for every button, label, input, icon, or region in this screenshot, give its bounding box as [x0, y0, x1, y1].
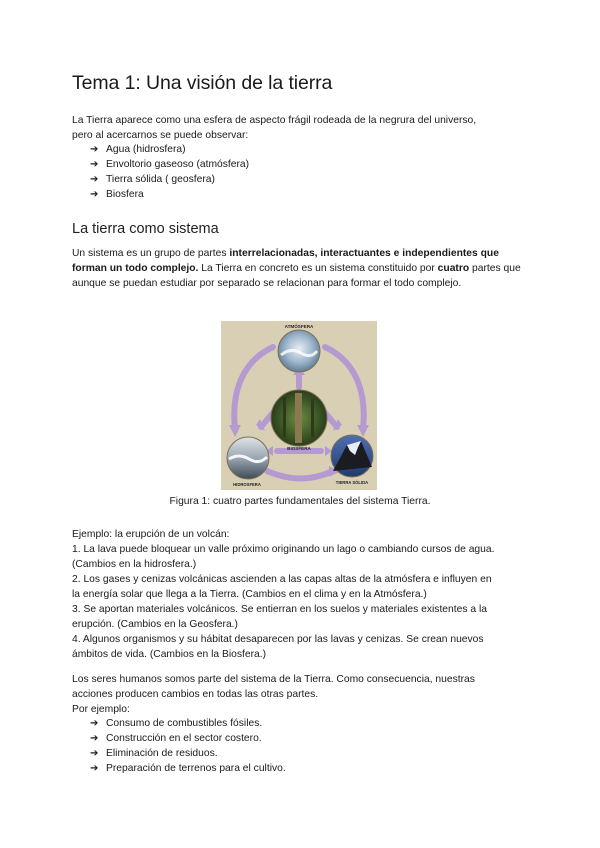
- intro-line-2: pero al acercarnos se puede observar:: [72, 130, 249, 141]
- earth-system-figure: [221, 321, 377, 490]
- section-heading: La tierra como sistema: [72, 221, 219, 237]
- label-geosphere: TIERRA SÓLIDA: [335, 480, 369, 485]
- right-arrow-icon: ➔: [90, 144, 99, 155]
- right-arrow-icon: ➔: [90, 189, 99, 200]
- right-arrow-icon: ➔: [90, 733, 99, 744]
- example-paragraph: Ejemplo: la erupción de un volcán: 1. La lava puede bloquear un valle próximo originando un lago o cambiando cursos de agua. (Cambios en la hidrosfera.) 2. Los gases y cenizas volcánicas ascienden a las capas altas de la atmósfera e influyen en la energía solar que llega a la Tierra. (Cambios en el clima y en la Atmósfera.) 3. Se aportan materiales volcánicos. Se entierran en los suelos y materiales existentes a la erupción. (Cambios en la Geosfera.) 4. Algunos organismos y su hábitat desaparecen por las lavas y cenizas. Se crean nuevos ámbitos de vida. (Cambios en la Biosfera.): [72, 529, 495, 660]
- page-title: Tema 1: Una visión de la tierra: [72, 72, 333, 94]
- humans-list: [90, 716, 286, 776]
- intro-line-1: La Tierra aparece como una esfera de aspecto frágil rodeada de la negrura del universo,: [72, 115, 477, 126]
- intro-list: [90, 142, 249, 202]
- label-atmosphere: ATMÓSFERA: [284, 324, 314, 329]
- bold-definition: interrelacionadas, interactuantes e independientes que forman un todo complejo.: [72, 248, 499, 274]
- right-arrow-icon: ➔: [90, 763, 99, 774]
- list-item: ➔ Envoltorio gaseoso (atmósfera): [90, 159, 250, 170]
- list-item: ➔ Construcción en el sector costero.: [90, 733, 262, 744]
- list-item: ➔ Tierra sólida ( geosfera): [90, 174, 215, 185]
- list-item: ➔ Eliminación de residuos.: [90, 748, 218, 759]
- label-biosphere: BIOSFERA: [287, 446, 311, 451]
- bold-four: cuatro: [437, 263, 470, 274]
- right-arrow-icon: ➔: [90, 718, 99, 729]
- earth-system-diagram: [221, 321, 377, 490]
- list-item: ➔ Biosfera: [90, 189, 144, 200]
- right-arrow-icon: ➔: [90, 748, 99, 759]
- example-heading: Ejemplo: la erupción de un volcán:: [72, 529, 230, 540]
- intro-paragraph: [72, 113, 532, 143]
- system-paragraph: Un sistema es un grupo de partes interrelacionadas, interactuantes e independientes que forman un todo complejo. La Tierra en concreto es un sistema constituido por cuatro partes que aunque se puedan estudiar por separado se relacionan para formar el todo complejo.: [72, 248, 521, 289]
- label-hydrosphere: HIDROSFERA: [233, 482, 261, 487]
- humans-paragraph: Los seres humanos somos parte del sistema de la Tierra. Como consecuencia, nuestras acciones producen cambios en todas las otras partes. Por ejemplo:: [72, 674, 475, 715]
- list-item: ➔ Agua (hidrosfera): [90, 144, 186, 155]
- right-arrow-icon: ➔: [90, 174, 99, 185]
- list-item: ➔ Preparación de terrenos para el cultivo.: [90, 763, 286, 774]
- figure-caption: Figura 1: cuatro partes fundamentales del sistema Tierra.: [169, 496, 431, 507]
- right-arrow-icon: ➔: [90, 159, 99, 170]
- list-item: ➔ Consumo de combustibles fósiles.: [90, 718, 263, 729]
